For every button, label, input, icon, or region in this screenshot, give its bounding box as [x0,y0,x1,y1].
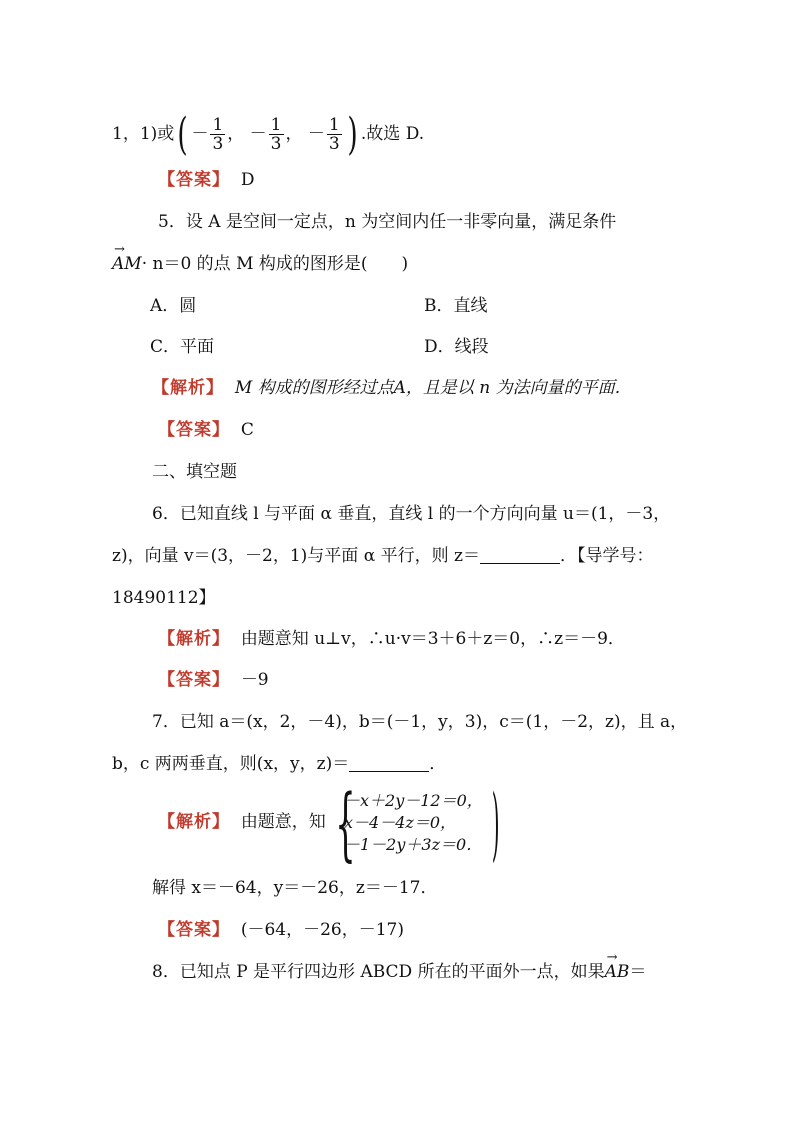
q7-solve: 解得 x＝－64，y＝－26，z＝－17． [152,878,438,898]
q4-frac: $\frac{1}{3}$ [328,115,340,154]
q5-option-a: A．圆 [150,296,197,316]
answer-value: (－64，－26，－17) [240,920,404,940]
q6-line3: 18490112】 [112,588,216,608]
analysis-tag: 【解析】 [158,629,230,649]
answer-tag: 【答案】 [158,920,230,940]
left-brace-icon: { [335,777,356,870]
q6-analysis: 【解析】 由题意知 u⊥v，∴u·v＝3＋6＋z＝0，∴z＝－9． [158,629,625,649]
q5-analysis: 【解析】 M 构成的图形经过点A，且是以 n 为法向量的平面． [152,378,632,398]
answer-value: C [240,420,254,440]
right-paren-icon: ) [347,108,358,160]
q4-answer [158,168,254,192]
q4-frac-sign: － [191,124,209,144]
q8-line1: 8．已知点 P 是平行四边形 ABCD 所在的平面外一点，如果→ AB＝ [152,960,646,984]
section-heading: 二、填空题 [152,462,237,482]
right-brace-icon: ) [491,777,500,870]
vector-ab: → AB [605,960,630,984]
q4-tail-line: 1，1)或( － $\frac{1}{3}$ ， － $\frac{1}{3}$ ， － $\frac{1}{3}$ ) .故选 D. [112,108,425,160]
q4-prefix: 1，1)或 [112,124,175,144]
q6-line1: 6．已知直线 l 与平面 α 垂直，直线 l 的一个方向向量 u＝(1，－3， [152,504,671,524]
q7-line2: b，c 两两垂直，则(x，y，z)＝ ． [112,754,447,774]
q5-answer [158,418,254,442]
q4-frac: $\frac{1}{3}$ [212,115,224,154]
q6-line2: z)，向量 v＝(3，－2，1)与平面 α 平行，则 z＝ ．【导学号： [112,546,654,566]
answer-value: D [240,170,255,190]
q7-analysis: 【解析】 由题意，知 [158,812,326,832]
q7-answer [158,918,404,942]
analysis-tag: 【解析】 [158,812,230,832]
q5-line2: → AM· n＝0 的点 M 构成的图形是( ) [112,252,408,276]
system-equation: x－4－4z＝0， [344,813,456,832]
answer-tag: 【答案】 [158,170,230,190]
answer-tag: 【答案】 [158,420,230,440]
vector-am: → AM [112,252,142,276]
q4-suffix: .故选 D. [360,124,425,144]
answer-blank [349,753,429,772]
answer-value: －9 [240,670,269,690]
q7-line1: 7．已知 a＝(x，2，－4)，b＝(－1，y，3)，c＝(1，－2，z)，且 a， [152,712,688,732]
system-equation: －x＋2y－12＝0， [344,791,483,810]
q5-option-c: C．平面 [150,337,215,357]
answer-blank [480,545,560,564]
left-paren-icon: ( [177,108,189,160]
answer-tag: 【答案】 [158,670,230,690]
q4-frac: $\frac{1}{3}$ [270,115,282,154]
system-equation: －1－2y＋3z＝0． [344,835,483,854]
q6-answer [158,668,269,692]
q5-option-d: D．线段 [424,337,489,357]
q5-line1: 5．设 A 是空间一定点，n 为空间内任一非零向量，满足条件 [158,212,617,232]
analysis-tag: 【解析】 [152,378,224,398]
q5-option-b: B．直线 [424,296,488,316]
